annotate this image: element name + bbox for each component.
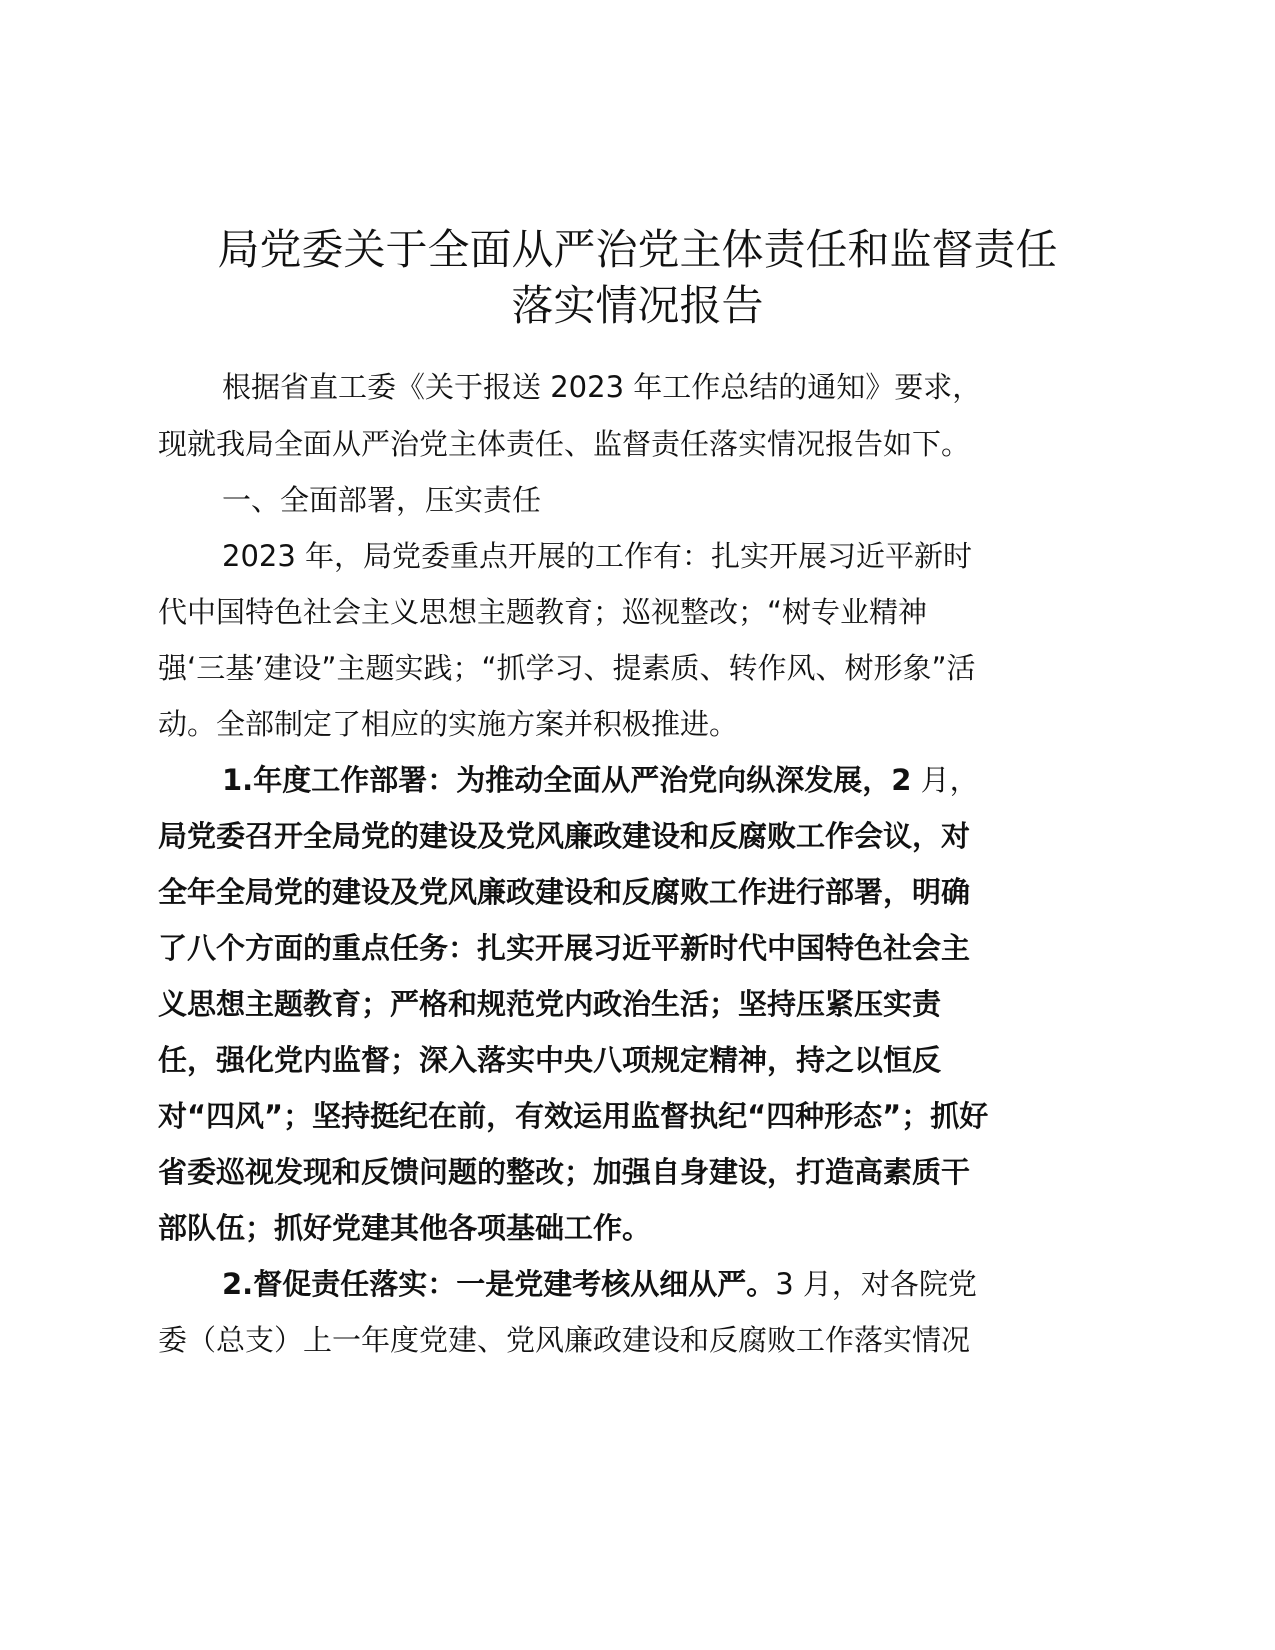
paragraph-2-line-2: 代中国特色社会主义思想主题教育；巡视整改；“树专业精神 (158, 595, 928, 629)
item-1-line-5: 义思想主题教育；严格和规范党内政治生活；坚持压紧压实责 (158, 987, 942, 1021)
paragraph-2-line-4: 动。全部制定了相应的实施方案并积极推进。 (158, 707, 739, 741)
item-1-line-2: 局党委召开全局党的建设及党风廉政建设和反腐败工作会议，对 (158, 819, 971, 853)
item-2-line-2: 委（总支）上一年度党建、党风廉政建设和反腐败工作落实情况 (158, 1323, 971, 1357)
item-2-line-1 (222, 1264, 977, 1304)
item-1-line-4: 了八个方面的重点任务：扎实开展习近平新时代中国特色社会主 (158, 931, 971, 965)
item-1-line-9: 部队伍；抓好党建其他各项基础工作。 (158, 1211, 652, 1245)
section-heading-1: 一、全面部署，压实责任 (222, 483, 542, 517)
intro-line-2: 现就我局全面从严治党主体责任、监督责任落实情况报告如下。 (158, 427, 971, 461)
item-1-label: 1.年度工作部署：为推动全面从严治党向纵深发展，2 (222, 763, 912, 797)
item-1-month-tail: 月， (911, 763, 979, 797)
item-2-label: 2.督促责任落实：一是党建考核从细从严。 (222, 1267, 776, 1301)
title-line-2: 落实情况报告 (511, 281, 764, 330)
item-1-line-1 (222, 760, 979, 800)
title-line-1: 局党委关于全面从严治党主体责任和监督责任 (217, 225, 1058, 274)
item-1-line-7: 对“四风”；坚持挺纪在前，有效运用监督执纪“四种形态”；抓好 (158, 1099, 989, 1133)
document-title (140, 222, 1135, 334)
paragraph-2-line-1: 2023 年，局党委重点开展的工作有：扎实开展习近平新时 (222, 539, 973, 573)
paragraph-2-line-3: 强‘三基’建设”主题实践；“抓学习、提素质、转作风、树形象”活 (158, 651, 976, 685)
item-1-line-8: 省委巡视发现和反馈问题的整改；加强自身建设，打造高素质干 (158, 1155, 971, 1189)
item-1-line-6: 任，强化党内监督；深入落实中央八项规定精神，持之以恒反 (158, 1043, 942, 1077)
item-2-text-tail: 3 月，对各院党 (775, 1267, 977, 1301)
intro-line-1: 根据省直工委《关于报送 2023 年工作总结的通知》要求， (222, 370, 982, 404)
item-1-line-3: 全年全局党的建设及党风廉政建设和反腐败工作进行部署，明确 (158, 875, 971, 909)
